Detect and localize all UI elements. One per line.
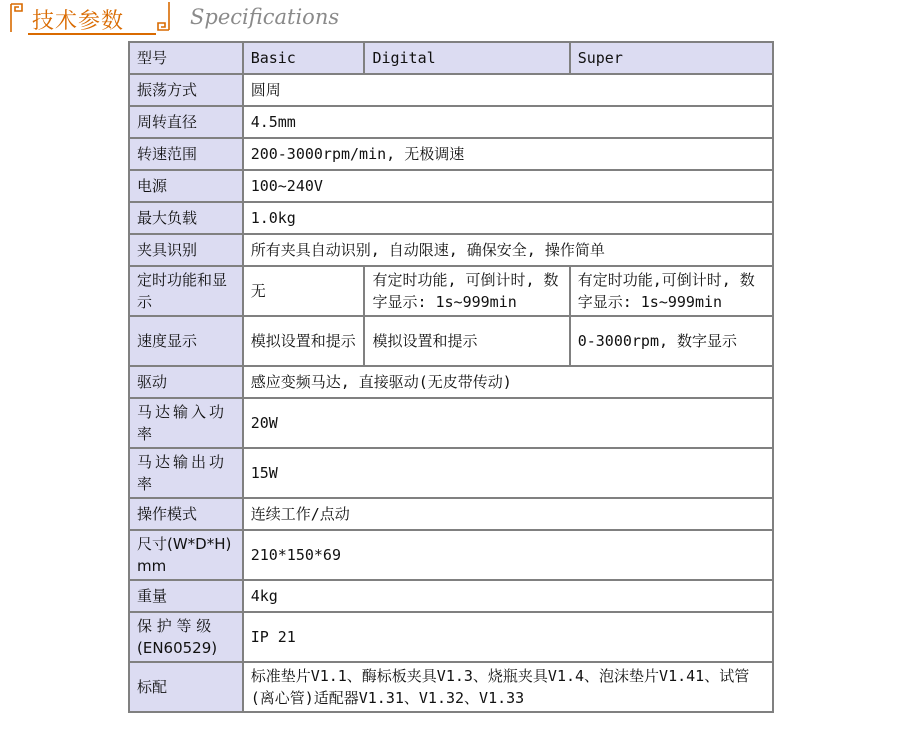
row-label: 马达输出功率	[130, 449, 242, 497]
row-label: 夹具识别	[130, 235, 242, 265]
table-row	[130, 267, 772, 315]
row-value: 4.5mm	[244, 107, 772, 137]
row-value: 100~240V	[244, 171, 772, 201]
row-value: 4kg	[244, 581, 772, 611]
protection-label-line1: 保 护 等 级	[137, 617, 212, 635]
row-value: 15W	[244, 449, 772, 497]
row-label: 马达输入功率	[130, 399, 242, 447]
row-value: 标准垫片V1.1、酶标板夹具V1.3、烧瓶夹具V1.4、泡沫垫片V1.41、试管(离心管)适配器V1.31、V1.32、V1.33	[244, 663, 772, 711]
row-label: 定时功能和显示	[130, 267, 242, 315]
row-value: 感应变频马达, 直接驱动(无皮带传动)	[244, 367, 772, 397]
table-row	[130, 139, 772, 169]
spec-table	[128, 41, 774, 713]
speed-display-basic: 模拟设置和提示	[244, 317, 364, 365]
row-label: 最大负载	[130, 203, 242, 233]
table-row	[130, 613, 772, 661]
title-underline	[28, 33, 156, 35]
row-value: 连续工作/点动	[244, 499, 772, 529]
table-row	[130, 531, 772, 579]
table-row	[130, 581, 772, 611]
model-basic: Basic	[244, 43, 364, 73]
row-label: 周转直径	[130, 107, 242, 137]
row-value: 20W	[244, 399, 772, 447]
corner-ornament-icon	[10, 2, 28, 32]
row-label: 操作模式	[130, 499, 242, 529]
section-header	[0, 0, 900, 40]
timer-digital: 有定时功能, 可倒计时, 数字显示: 1s~999min	[365, 267, 568, 315]
row-label: 驱动	[130, 367, 242, 397]
model-digital: Digital	[365, 43, 568, 73]
row-label	[130, 613, 242, 661]
table-row	[130, 367, 772, 397]
row-value: 所有夹具自动识别, 自动限速, 确保安全, 操作简单	[244, 235, 772, 265]
row-label: 标配	[130, 663, 242, 711]
table-row	[130, 203, 772, 233]
table-row	[130, 235, 772, 265]
corner-ornament-icon	[152, 2, 170, 32]
timer-super: 有定时功能,可倒计时, 数字显示: 1s~999min	[571, 267, 772, 315]
table-row	[130, 663, 772, 711]
table-row	[130, 171, 772, 201]
row-value: IP 21	[244, 613, 772, 661]
row-label: 速度显示	[130, 317, 242, 365]
row-label: 电源	[130, 171, 242, 201]
row-value: 圆周	[244, 75, 772, 105]
row-value: 1.0kg	[244, 203, 772, 233]
table-row	[130, 499, 772, 529]
row-value: 200-3000rpm/min, 无极调速	[244, 139, 772, 169]
table-row	[130, 317, 772, 365]
table-row	[130, 399, 772, 447]
protection-label-line2: (EN60529)	[137, 639, 218, 657]
section-title: 技术参数	[32, 9, 125, 34]
table-row	[130, 107, 772, 137]
timer-basic: 无	[244, 267, 364, 315]
table-row	[130, 449, 772, 497]
model-label: 型号	[130, 43, 242, 73]
row-label: 重量	[130, 581, 242, 611]
model-super: Super	[571, 43, 772, 73]
row-label: 振荡方式	[130, 75, 242, 105]
table-row	[130, 75, 772, 105]
speed-display-digital: 模拟设置和提示	[365, 317, 568, 365]
section-subtitle: Specifications	[190, 5, 340, 29]
row-value: 210*150*69	[244, 531, 772, 579]
row-label: 转速范围	[130, 139, 242, 169]
row-label: 尺寸(W*D*H) mm	[130, 531, 242, 579]
speed-display-super: 0-3000rpm, 数字显示	[571, 317, 772, 365]
table-row	[130, 43, 772, 73]
